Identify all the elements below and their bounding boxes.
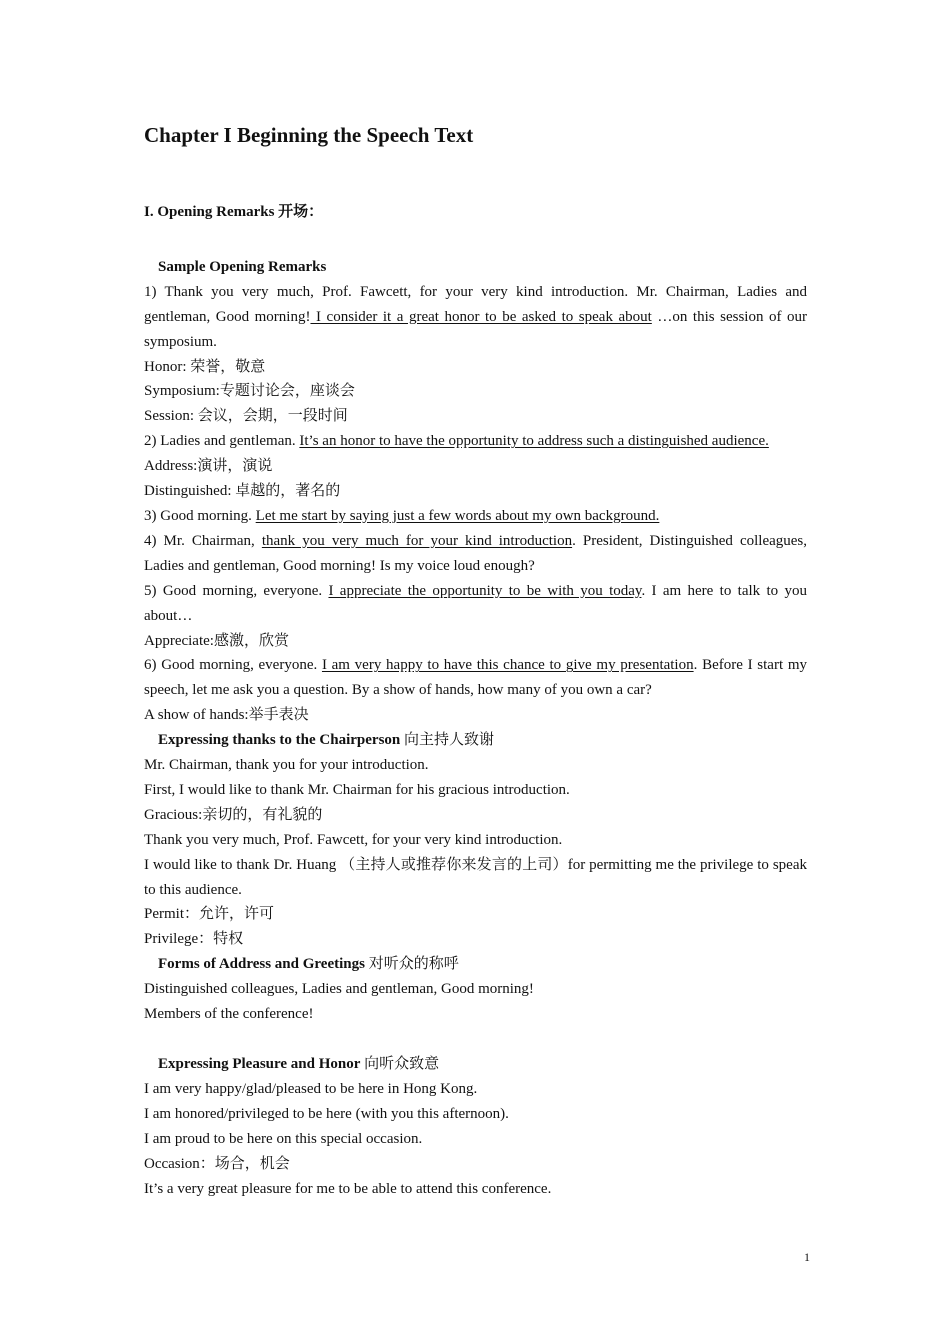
item6-text: 6) Good morning, everyone.: [144, 657, 322, 674]
pleasure-line: I am proud to be here on this special occasion.: [144, 1130, 423, 1147]
item2-underlined: It’s an honor to have the opportunity to address such a distinguished audience.: [299, 433, 769, 450]
pleasure-heading: [144, 1052, 807, 1077]
forms-line: Members of the conference!: [144, 1006, 314, 1023]
pleasure-line: I am very happy/glad/pleased to be here in Hong Kong.: [144, 1080, 478, 1097]
item3-underlined: Let me start by saying just a few words about my own background.: [255, 507, 660, 524]
page-number: 1: [804, 1250, 810, 1264]
gloss-show-of-hands: A show of hands:举手表决: [144, 707, 309, 724]
opening-item-5: [144, 579, 807, 629]
gloss-honor: Honor: 荣誉，敬意: [144, 358, 266, 375]
item6-underlined: I am very happy to have this chance to give my presentation: [321, 657, 694, 674]
gloss-privilege: Privilege：特权: [144, 931, 244, 948]
item1-text: 1) Thank you very much, Prof. Fawcett, for your very kind introduction. Mr. Chairman, Ladies and gentleman, Good morning!: [144, 283, 807, 325]
opening-item-3: [144, 504, 807, 529]
gloss-permit: Permit：允许，许可: [144, 906, 274, 923]
item1-underlined: I consider it a great honor to be asked to speak about: [310, 308, 652, 325]
opening-item-1: [144, 280, 807, 355]
thanks-heading-zh: 向主持人致谢: [400, 732, 495, 749]
opening-item-6: [144, 653, 807, 703]
thanks-line: First, I would like to thank Mr. Chairman for his gracious introduction.: [144, 781, 570, 798]
sample-heading: Sample Opening Remarks: [158, 258, 327, 275]
forms-line: Distinguished colleagues, Ladies and gentleman, Good morning!: [144, 981, 534, 998]
item4-tail: . President, Distinguished colleagues, Ladies and gentleman, Good morning! Is my voice loud enough?: [144, 532, 808, 574]
section-heading: I. Opening Remarks 开场：: [144, 204, 324, 220]
item5-text: 5) Good morning, everyone.: [144, 582, 329, 599]
item4-underlined: thank you very much for your kind introduction: [261, 532, 573, 549]
pleasure-line: It’s a very great pleasure for me to be able to attend this conference.: [144, 1180, 552, 1197]
thanks-line: Thank you very much, Prof. Fawcett, for your very kind introduction.: [144, 831, 563, 848]
gloss-address: Address:演讲，演说: [144, 458, 273, 475]
opening-item-4: [144, 529, 807, 579]
gloss-occasion: Occasion：场合，机会: [144, 1155, 290, 1172]
thanks-line: I would like to thank Dr. Huang （主持人或推荐你来发言的上司）for permitting me the privilege to speak to this audience.: [144, 856, 807, 898]
item6-tail: . Before I start my speech, let me ask you a question. By a show of hands, how many of you own a car?: [144, 657, 807, 699]
gloss-appreciate: Appreciate:感激，欣赏: [144, 632, 289, 649]
pleasure-line: I am honored/privileged to be here (with you this afternoon).: [144, 1105, 509, 1122]
chapter-title: Chapter I Beginning the Speech Text: [144, 123, 474, 147]
gloss-gracious: Gracious:亲切的，有礼貌的: [144, 806, 323, 823]
document-page: [144, 120, 807, 1201]
forms-heading-zh: 对听众的称呼: [364, 956, 459, 973]
forms-heading-en: Forms of Address and Greetings: [158, 956, 365, 973]
item3-text: 3) Good morning.: [144, 507, 256, 524]
thanks-heading-en: Expressing thanks to the Chairperson: [158, 732, 401, 749]
opening-item-2: [144, 429, 807, 454]
thanks-line: Mr. Chairman, thank you for your introduction.: [144, 757, 429, 774]
pleasure-heading-zh: 向听众致意: [360, 1056, 440, 1072]
item5-tail: . I am here to talk to you about…: [144, 582, 807, 624]
forms-heading: [144, 952, 807, 977]
item4-text: 4) Mr. Chairman,: [144, 532, 262, 549]
item5-underlined: I appreciate the opportunity to be with you today: [328, 582, 642, 599]
item1-tail: …on this session of our symposium.: [144, 308, 808, 350]
gloss-symposium: Symposium:专题讨论会，座谈会: [144, 383, 355, 400]
gloss-distinguished: Distinguished: 卓越的，著名的: [144, 483, 341, 500]
pleasure-heading-en: Expressing Pleasure and Honor: [158, 1056, 361, 1072]
gloss-session: Session: 会议，会期，一段时间: [144, 408, 348, 425]
blank-line: [144, 1027, 807, 1052]
item2-text: 2) Ladies and gentleman.: [144, 433, 300, 450]
thanks-heading: [144, 728, 807, 753]
